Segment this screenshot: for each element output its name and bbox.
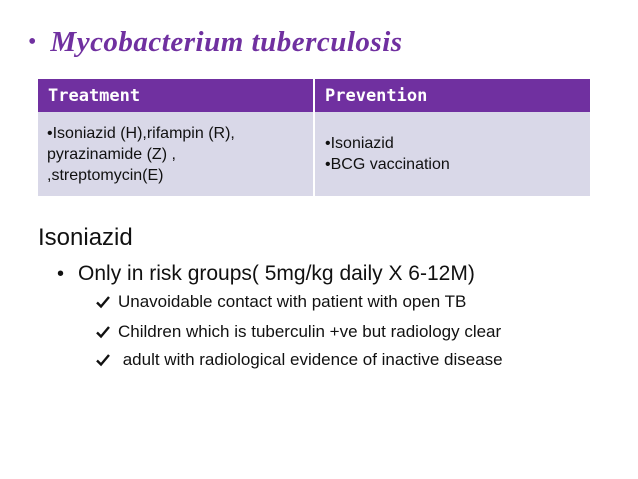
prevention-cell bbox=[314, 112, 590, 196]
section-heading: Isoniazid bbox=[38, 224, 133, 251]
check-text: Children which is tuberculin +ve but radiology clear bbox=[118, 322, 502, 341]
prevention-line: •Isoniazid bbox=[325, 135, 394, 152]
table-row bbox=[38, 112, 590, 196]
title-text: Mycobacterium tuberculosis bbox=[50, 25, 403, 58]
title-bullet: • bbox=[28, 28, 37, 55]
treatment-prevention-table bbox=[38, 79, 590, 196]
checkmark-icon bbox=[96, 295, 110, 309]
bullet-dot: • bbox=[57, 262, 65, 285]
slide-title bbox=[28, 22, 403, 62]
table-header-row bbox=[38, 79, 590, 112]
check-item bbox=[96, 292, 466, 312]
check-item bbox=[96, 322, 501, 342]
check-text: Unavoidable contact with patient with open TB bbox=[118, 292, 467, 311]
bullet-text: Only in risk groups( 5mg/kg daily X 6-12M) bbox=[78, 262, 475, 285]
checkmark-icon bbox=[96, 325, 110, 339]
prevention-line: •BCG vaccination bbox=[325, 156, 450, 173]
checkmark-icon bbox=[96, 353, 110, 367]
header-prevention: Prevention bbox=[314, 79, 590, 112]
treatment-cell bbox=[38, 112, 314, 196]
header-treatment: Treatment bbox=[38, 79, 314, 112]
bullet-item bbox=[57, 262, 475, 286]
treatment-line: •Isoniazid (H),rifampin (R), bbox=[47, 124, 235, 142]
check-text: adult with radiological evidence of inactive disease bbox=[118, 350, 503, 369]
treatment-line: ,streptomycin(E) bbox=[47, 166, 164, 184]
treatment-line: pyrazinamide (Z) , bbox=[47, 145, 176, 163]
check-item bbox=[96, 350, 503, 370]
